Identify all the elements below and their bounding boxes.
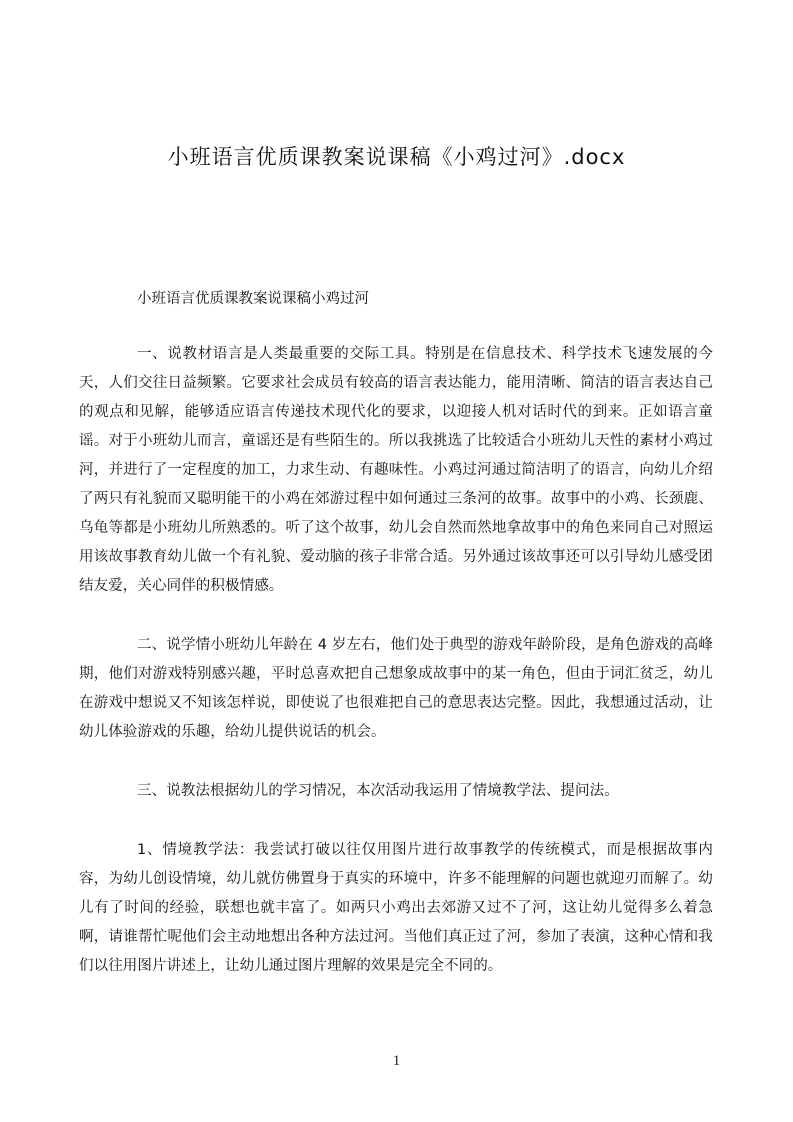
paragraph-teaching-material: 一、说教材语言是人类最重要的交际工具。特别是在信息技术、科学技术飞速发展的今天，人们交往日益频繁。它要求社会成员有较高的语言表达能力，能用清晰、简洁的语言表达自己的观点和见解，能够适应语言传递技术现代化的要求，以迎接人机对话时代的到来。正如语言童谣。对于小班幼儿而言，童谣还是有些陌生的。所以我挑选了比较适合小班幼儿天性的素材小鸡过河，并进行了一定程度的加工，力求生动、有趣味性。小鸡过河通过简洁明了的语言，向幼儿介绍了两只有礼貌而又聪明能干的小鸡在郊游过程中如何通过三条河的故事。故事中的小鸡、长颈鹿、乌龟等都是小班幼儿所熟悉的。听了这个故事，幼儿会自然而然地拿故事中的角色来同自己对照运用该故事教育幼儿做一个有礼貌、爱动脑的孩子非常合适。另外通过该故事还可以引导幼儿感受团结友爱，关心同伴的积极情感。: [79, 346, 713, 594]
paragraph-teaching-method: 三、说教法根据幼儿的学习情况，本次活动我运用了情境教学法、提问法。: [137, 783, 619, 799]
paragraph-situational-teaching: 1、情境教学法：我尝试打破以往仅用图片进行故事教学的传统模式，而是根据故事内容，为幼儿创设情境，幼儿就仿佛置身于真实的环境中，许多不能理解的问题也就迎刃而解了。幼儿有了时间的经验，联想也就丰富了。如两只小鸡出去郊游又过不了河，这让幼儿觉得多么着急啊，请谁帮忙呢他们会主动地想出各种方法过河。当他们真正过了河，参加了表演，这种心情和我们以往用图片讲述上，让幼儿通过图片理解的效果是完全不同的。: [79, 842, 713, 974]
paragraph-learner-analysis: 二、说学情小班幼儿年龄在 4 岁左右，他们处于典型的游戏年龄阶段，是角色游戏的高峰期，他们对游戏特别感兴趣，平时总喜欢把自己想象成故事中的某一角色，但由于词汇贫乏，幼儿在游戏中想说又不知该怎样说，即使说了也很难把自己的意思表达完整。因此，我想通过活动，让幼儿体验游戏的乐趣，给幼儿提供说话的机会。: [79, 637, 713, 740]
page-number: 1: [392, 1053, 401, 1069]
document-body: [79, 285, 713, 981]
document-title: 小班语言优质课教案说课稿《小鸡过河》.docx: [167, 145, 626, 169]
document-subtitle: 小班语言优质课教案说课稿小鸡过河: [137, 291, 369, 307]
